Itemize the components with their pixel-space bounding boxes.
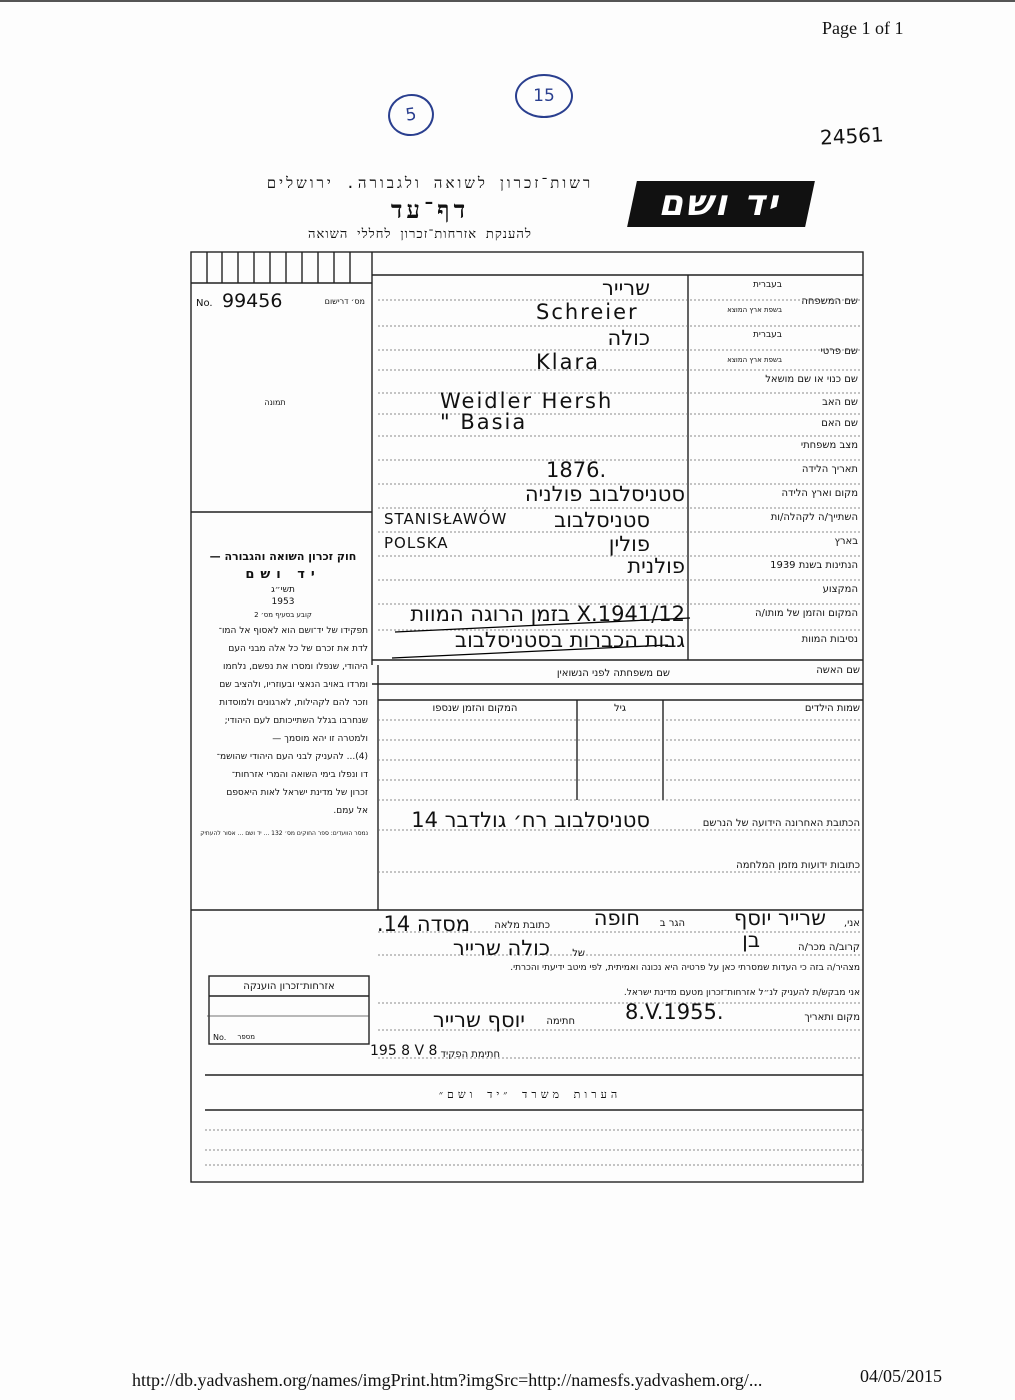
field-value: 12/X.1941 בזמן הרוגה המוות	[410, 602, 685, 626]
annotation-circle-right: 15	[515, 74, 573, 118]
relation-value: בן	[742, 928, 760, 952]
law-box	[198, 548, 368, 840]
record-no-label: No.	[196, 298, 213, 309]
field-label: שם האם	[821, 418, 858, 429]
relation-of-label: של	[572, 948, 585, 959]
law-text-line: דו ונפלו בימי השואה והמרי אזרחות־	[231, 770, 368, 780]
field-label: תאריך הלידה	[801, 464, 858, 475]
declarant-resident-label: הגר ב	[659, 918, 685, 929]
form-title: דף־עד	[390, 196, 470, 224]
field-label: השתייך/ה לקהלה/ות	[770, 512, 858, 523]
field-label: המקום והזמן של מותו/ה	[754, 608, 858, 619]
office-notes-label: הערות משרד ״יד ושם״	[438, 1088, 622, 1101]
last-address-value: סטניסלבוב רח׳ גולדבר 14	[411, 808, 650, 832]
declaration-date: 8.V.1955.	[625, 1000, 724, 1024]
field-label: שם פרטי	[820, 346, 858, 357]
law-footer: נמסר הוועדים: ספר החוקים מס׳ 132 ... יד ושם ... אסור להעתיק	[200, 830, 368, 837]
field-value: Weidler Hersh	[440, 389, 614, 413]
citizenship-no-label: No.	[213, 1033, 227, 1042]
declarant-i-label: אני,	[843, 918, 860, 929]
spouse-label: שם האשה	[816, 665, 860, 676]
form-subtitle: להענקת אזרחות־זכרון לחללי השואה	[308, 227, 532, 242]
record-number-label: מס׳ דרישום	[324, 297, 365, 306]
citizenship-box-title: אזרחות־זכרון הוענקה	[243, 981, 335, 992]
children-name-header: שמות הילדים	[804, 703, 860, 714]
field-sublabel-origin: בשפת ארץ המוצא	[727, 356, 782, 364]
reference-number: 24561	[819, 122, 885, 150]
last-address-label: הכתובת האחרונה הידועה של הנרשם	[702, 818, 860, 829]
record-number-value: 99456	[222, 290, 283, 312]
law-text-line: ולמטרה זו יהא מוסמך —	[272, 734, 368, 744]
request-text: אני מבקש/ת להעניק לנ״ל אזרחות־זכרון מטעם מדינת ישראל.	[623, 988, 860, 998]
field-value: סטניסלבוב פולניה	[524, 482, 685, 506]
field-label: בארץ	[834, 536, 858, 547]
citizenship-num-label: מספר	[237, 1033, 255, 1041]
declarant-address-label: כתובת מלאה	[494, 920, 550, 931]
declarant-street: מסדה 14.	[376, 912, 470, 936]
page-label: Page 1 of 1	[822, 18, 904, 38]
officer-signature-label: חתימת הפקיד	[440, 1049, 500, 1060]
signature-label: חתימה	[546, 1016, 575, 1027]
field-label: המקצוע	[822, 584, 858, 595]
law-text-line: היהודי, שנפלו ומסרו את נפשם, נלחמו	[223, 662, 368, 672]
children-place-header: המקום והזמן שנספו	[432, 703, 518, 714]
spouse-maiden-label: שם משפחתה לפני הנשואין	[556, 668, 670, 679]
law-org: יד ושם	[245, 567, 321, 582]
field-label: הנתינות בשנת 1939	[770, 560, 858, 571]
field-value: פולנית	[627, 554, 685, 578]
law-text-line: זכרון של מדינת ישראל לאות היאספם	[226, 788, 368, 798]
law-text-line: אל עמם.	[333, 806, 368, 816]
field-value-original: POLSKA	[384, 534, 449, 552]
law-text-line: תפקידו של יד־ושם הוא לאסוף אל המו־	[218, 626, 368, 636]
field-value-hebrew: כולה	[607, 326, 650, 350]
footer-date: 04/05/2015	[860, 1366, 943, 1386]
signature-value: יוסף שרייר	[432, 1008, 525, 1032]
relation-of-name: כולה שרייר	[452, 936, 550, 960]
field-sublabel-hebrew: בעברית	[752, 330, 782, 340]
officer-signature-value: 195 8 V 8	[370, 1043, 438, 1059]
law-title: חוק זכרון השואה והגבורה —	[209, 550, 357, 563]
field-label: שם כנוי או שם מושאל	[765, 374, 858, 385]
yad-vashem-logo: יד ושם	[627, 181, 815, 227]
photo-label: תמונה	[264, 398, 286, 407]
relation-label: קרוב/ה מכר/ה	[798, 942, 860, 953]
law-year-he: תשי״ג	[271, 585, 295, 595]
field-value-original: Schreier	[536, 300, 639, 324]
law-text	[198, 622, 368, 820]
field-value-hebrew: פולין	[608, 532, 650, 556]
law-year: 1953	[271, 597, 295, 607]
footer-url[interactable]: http://db.yadvashem.org/names/imgPrint.htm?imgSrc=http://namesfs.yadvashem.org/...	[132, 1370, 763, 1390]
wartime-address-label: כתובות ידועות מזמן המלחמה	[736, 860, 860, 871]
authority-title: רשות־זכרון לשואה ולגבורה. ירושלים	[266, 174, 594, 192]
law-text-line: לדת את זכרם של כל אלה מבני העם	[228, 644, 368, 654]
annotation-circle-left: 5	[385, 91, 436, 139]
field-value-hebrew: סטניסלבוב	[554, 508, 650, 532]
field-sublabel-hebrew: בעברית	[752, 280, 782, 290]
law-text-line: (4)... להעניק לבני העם היהודי שהושמ־	[216, 752, 368, 762]
field-label: נסיבות המוות	[801, 634, 858, 645]
law-text-line: וזכר להם לקהילות, לארגונים ולמוסדות	[219, 698, 368, 708]
field-label: שם המשפחה	[801, 296, 858, 307]
declarant-city: חופה	[593, 906, 640, 930]
place-date-label: מקום ותאריך	[804, 1012, 860, 1023]
field-label: מקום וארץ הלידה	[781, 488, 858, 499]
field-value: " Basia	[440, 410, 528, 434]
field-sublabel-origin: בשפת ארץ המוצא	[727, 306, 782, 314]
children-age-header: גיל	[613, 703, 627, 714]
field-value-hebrew: שרייר	[602, 276, 650, 300]
law-text-line: שנחרבו בגלל השתייכותם לעם היהודי;	[224, 716, 368, 726]
field-label: מצב משפחתי	[800, 440, 858, 451]
law-text-line: ומרדו באויב הנאצי ובעוזריו, ולהציב שם	[219, 680, 368, 690]
field-value-original: STANISŁAWÓW	[384, 510, 508, 528]
field-value-original: Klara	[536, 350, 600, 374]
declarant-name: שרייר יוסף	[733, 906, 826, 930]
field-value: 1876.	[546, 458, 607, 482]
field-value: גבות הכברות בסטניסלבוב	[454, 628, 685, 652]
law-clause: קובע בסעיף מס׳ 2	[254, 611, 312, 619]
declaration-text: מצהיר/ה בזה כי העדות שמסרתי כאן על פרטיה היא נכונה ואמיתית, לפי מיטב ידיעתי והכרתי.	[510, 963, 860, 973]
field-label: שם האב	[822, 397, 858, 408]
